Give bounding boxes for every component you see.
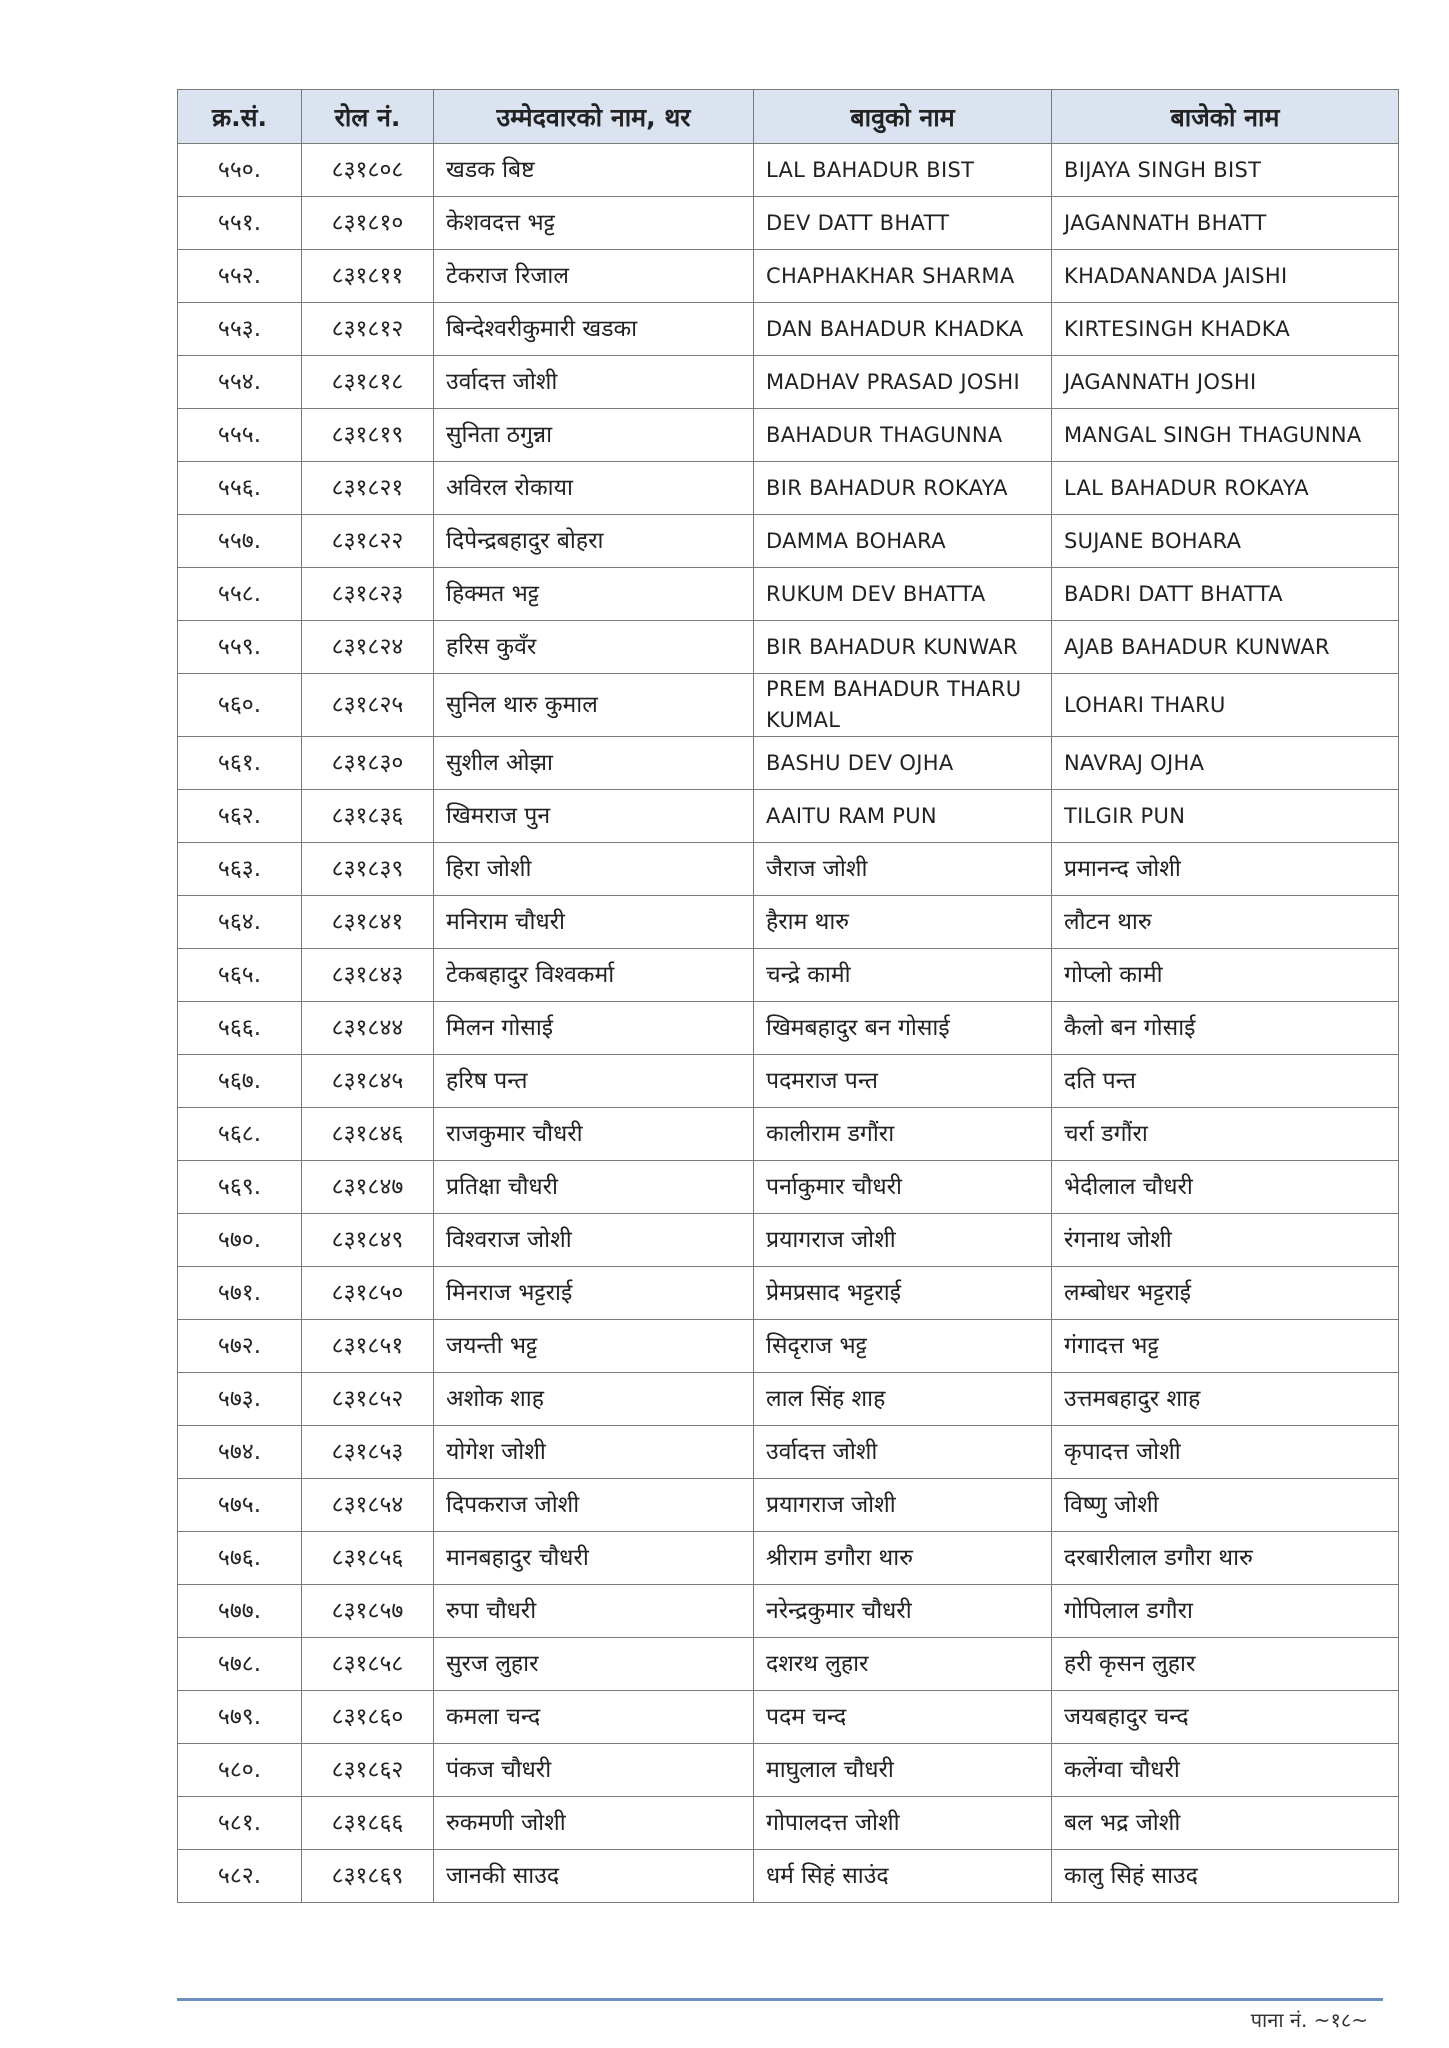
father-name-cell: CHAPHAKHAR SHARMA — [754, 250, 1052, 303]
table-row — [178, 303, 1399, 356]
serial-cell: ५८२. — [178, 1850, 302, 1903]
roll-number-cell: ८३१८६० — [302, 1691, 434, 1744]
serial-cell: ५८०. — [178, 1744, 302, 1797]
serial-cell: ५७४. — [178, 1426, 302, 1479]
serial-cell: ५५०. — [178, 144, 302, 197]
candidate-name-cell: सुरज लुहार — [434, 1638, 754, 1691]
table-row — [178, 1744, 1399, 1797]
candidate-name-cell: सुशील ओझा — [434, 737, 754, 790]
grandfather-name-cell: जयबहादुर चन्द — [1052, 1691, 1399, 1744]
grandfather-name-cell: विष्णु जोशी — [1052, 1479, 1399, 1532]
candidate-name-cell: दिपेन्द्रबहादुर बोहरा — [434, 515, 754, 568]
candidate-name-cell: रुपा चौधरी — [434, 1585, 754, 1638]
father-name-cell: DAN BAHADUR KHADKA — [754, 303, 1052, 356]
table-row — [178, 1638, 1399, 1691]
grandfather-name-cell: JAGANNATH BHATT — [1052, 197, 1399, 250]
candidate-name-cell: उर्वादत्त जोशी — [434, 356, 754, 409]
table-row — [178, 790, 1399, 843]
candidate-name-cell: हिक्मत भट्ट — [434, 568, 754, 621]
candidate-name-cell: योगेश जोशी — [434, 1426, 754, 1479]
table-row — [178, 1002, 1399, 1055]
table-row — [178, 356, 1399, 409]
roll-number-cell: ८३१८३६ — [302, 790, 434, 843]
roll-number-cell: ८३१८२१ — [302, 462, 434, 515]
serial-cell: ५५३. — [178, 303, 302, 356]
table-row — [178, 1479, 1399, 1532]
father-name-cell: चन्द्रे कामी — [754, 949, 1052, 1002]
roll-number-cell: ८३१८५६ — [302, 1532, 434, 1585]
header-father-name: बावुको नाम — [754, 90, 1052, 144]
grandfather-name-cell: भेदीलाल चौधरी — [1052, 1161, 1399, 1214]
roll-number-cell: ८३१८११ — [302, 250, 434, 303]
grandfather-name-cell: दरबारीलाल डगौरा थारु — [1052, 1532, 1399, 1585]
candidate-name-cell: दिपकराज जोशी — [434, 1479, 754, 1532]
serial-cell: ५८१. — [178, 1797, 302, 1850]
father-name-cell: खिमबहादुर बन गोसाई — [754, 1002, 1052, 1055]
father-name-cell: RUKUM DEV BHATTA — [754, 568, 1052, 621]
grandfather-name-cell: MANGAL SINGH THAGUNNA — [1052, 409, 1399, 462]
grandfather-name-cell: गोप्लो कामी — [1052, 949, 1399, 1002]
roll-number-cell: ८३१८४९ — [302, 1214, 434, 1267]
table-row — [178, 409, 1399, 462]
header-roll-number: रोल नं. — [302, 90, 434, 144]
father-name-cell: DAMMA BOHARA — [754, 515, 1052, 568]
table-row — [178, 1426, 1399, 1479]
candidate-name-cell: मनिराम चौधरी — [434, 896, 754, 949]
father-name-cell: श्रीराम डगौरा थारु — [754, 1532, 1052, 1585]
grandfather-name-cell: KHADANANDA JAISHI — [1052, 250, 1399, 303]
candidate-name-cell: जानकी साउद — [434, 1850, 754, 1903]
grandfather-name-cell: कैलो बन गोसाई — [1052, 1002, 1399, 1055]
candidate-name-cell: हरिष पन्त — [434, 1055, 754, 1108]
father-name-cell: धर्म सिहं साउंद — [754, 1850, 1052, 1903]
grandfather-name-cell: KIRTESINGH KHADKA — [1052, 303, 1399, 356]
candidate-name-cell: टेकबहादुर विश्वकर्मा — [434, 949, 754, 1002]
grandfather-name-cell: BADRI DATT BHATTA — [1052, 568, 1399, 621]
table-body — [178, 144, 1399, 1903]
father-name-cell: लाल सिंह शाह — [754, 1373, 1052, 1426]
serial-cell: ५६३. — [178, 843, 302, 896]
candidate-name-cell: मिलन गोसाई — [434, 1002, 754, 1055]
roll-number-cell: ८३१८१२ — [302, 303, 434, 356]
roll-number-cell: ८३१८४१ — [302, 896, 434, 949]
grandfather-name-cell: कालु सिहं साउद — [1052, 1850, 1399, 1903]
father-name-cell: AAITU RAM PUN — [754, 790, 1052, 843]
candidate-name-cell: बिन्देश्वरीकुमारी खडका — [434, 303, 754, 356]
table-row — [178, 515, 1399, 568]
grandfather-name-cell: SUJANE BOHARA — [1052, 515, 1399, 568]
candidate-name-cell: पंकज चौधरी — [434, 1744, 754, 1797]
roll-number-cell: ८३१८४३ — [302, 949, 434, 1002]
serial-cell: ५५६. — [178, 462, 302, 515]
table-row — [178, 896, 1399, 949]
grandfather-name-cell: LOHARI THARU — [1052, 674, 1399, 737]
table-row — [178, 1320, 1399, 1373]
candidate-name-cell: राजकुमार चौधरी — [434, 1108, 754, 1161]
serial-cell: ५६१. — [178, 737, 302, 790]
father-name-cell: कालीराम डगौंरा — [754, 1108, 1052, 1161]
father-name-cell: प्रयागराज जोशी — [754, 1214, 1052, 1267]
table-row — [178, 1055, 1399, 1108]
grandfather-name-cell: TILGIR PUN — [1052, 790, 1399, 843]
father-name-cell: PREM BAHADUR THARU KUMAL — [754, 674, 1052, 737]
roll-number-cell: ८३१८५७ — [302, 1585, 434, 1638]
candidate-name-cell: विश्वराज जोशी — [434, 1214, 754, 1267]
candidate-name-cell: रुकमणी जोशी — [434, 1797, 754, 1850]
father-name-cell: हैराम थारु — [754, 896, 1052, 949]
grandfather-name-cell: JAGANNATH JOSHI — [1052, 356, 1399, 409]
roll-number-cell: ८३१८१० — [302, 197, 434, 250]
grandfather-name-cell: LAL BAHADUR ROKAYA — [1052, 462, 1399, 515]
roll-number-cell: ८३१८५० — [302, 1267, 434, 1320]
grandfather-name-cell: प्रमानन्द जोशी — [1052, 843, 1399, 896]
table-row — [178, 1532, 1399, 1585]
table-row — [178, 568, 1399, 621]
candidate-name-cell: मानबहादुर चौधरी — [434, 1532, 754, 1585]
table-row — [178, 197, 1399, 250]
father-name-cell: BIR BAHADUR ROKAYA — [754, 462, 1052, 515]
roll-number-cell: ८३१८५८ — [302, 1638, 434, 1691]
candidate-name-cell: सुनिता ठगुन्ना — [434, 409, 754, 462]
serial-cell: ५७७. — [178, 1585, 302, 1638]
table-header-row — [178, 90, 1399, 144]
candidate-name-cell: टेकराज रिजाल — [434, 250, 754, 303]
father-name-cell: जैराज जोशी — [754, 843, 1052, 896]
serial-cell: ५६९. — [178, 1161, 302, 1214]
candidate-name-cell: कमला चन्द — [434, 1691, 754, 1744]
grandfather-name-cell: NAVRAJ OJHA — [1052, 737, 1399, 790]
serial-cell: ५६८. — [178, 1108, 302, 1161]
serial-cell: ५७१. — [178, 1267, 302, 1320]
grandfather-name-cell: गंगादत्त भट्ट — [1052, 1320, 1399, 1373]
father-name-cell: पर्नाकुमार चौधरी — [754, 1161, 1052, 1214]
roll-number-cell: ८३१८२३ — [302, 568, 434, 621]
grandfather-name-cell: रंगनाथ जोशी — [1052, 1214, 1399, 1267]
serial-cell: ५६६. — [178, 1002, 302, 1055]
roll-number-cell: ८३१८४६ — [302, 1108, 434, 1161]
father-name-cell: दशरथ लुहार — [754, 1638, 1052, 1691]
candidate-name-cell: हिरा जोशी — [434, 843, 754, 896]
father-name-cell: MADHAV PRASAD JOSHI — [754, 356, 1052, 409]
candidate-name-cell: प्रतिक्षा चौधरी — [434, 1161, 754, 1214]
serial-cell: ५७२. — [178, 1320, 302, 1373]
table-row — [178, 1214, 1399, 1267]
page-number: पाना नं. ~१८~ — [1250, 2008, 1368, 2032]
table-row — [178, 1161, 1399, 1214]
grandfather-name-cell: हरी कृसन लुहार — [1052, 1638, 1399, 1691]
roll-number-cell: ८३१८६९ — [302, 1850, 434, 1903]
table-row — [178, 949, 1399, 1002]
father-name-cell: नरेन्द्रकुमार चौधरी — [754, 1585, 1052, 1638]
header-serial: क्र.सं. — [178, 90, 302, 144]
father-name-cell: प्रेमप्रसाद भट्टराई — [754, 1267, 1052, 1320]
serial-cell: ५६५. — [178, 949, 302, 1002]
table-row — [178, 144, 1399, 197]
roll-number-cell: ८३१८४७ — [302, 1161, 434, 1214]
father-name-cell: LAL BAHADUR BIST — [754, 144, 1052, 197]
grandfather-name-cell: AJAB BAHADUR KUNWAR — [1052, 621, 1399, 674]
serial-cell: ५७५. — [178, 1479, 302, 1532]
table-row — [178, 737, 1399, 790]
serial-cell: ५६७. — [178, 1055, 302, 1108]
table-row — [178, 1373, 1399, 1426]
grandfather-name-cell: कलेंग्वा चौधरी — [1052, 1744, 1399, 1797]
table-row — [178, 674, 1399, 737]
roll-number-cell: ८३१८२४ — [302, 621, 434, 674]
roll-number-cell: ८३१८५४ — [302, 1479, 434, 1532]
table-row — [178, 621, 1399, 674]
table-row — [178, 843, 1399, 896]
roll-number-cell: ८३१८३० — [302, 737, 434, 790]
candidate-name-cell: खिमराज पुन — [434, 790, 754, 843]
roll-number-cell: ८३१८२५ — [302, 674, 434, 737]
father-name-cell: सिदृराज भट्ट — [754, 1320, 1052, 1373]
roll-number-cell: ८३१८६२ — [302, 1744, 434, 1797]
serial-cell: ५७८. — [178, 1638, 302, 1691]
table-row — [178, 1691, 1399, 1744]
father-name-cell: माघुलाल चौधरी — [754, 1744, 1052, 1797]
candidate-name-cell: हरिस कुवँर — [434, 621, 754, 674]
roll-number-cell: ८३१८५२ — [302, 1373, 434, 1426]
candidate-name-cell: केशवदत्त भट्ट — [434, 197, 754, 250]
father-name-cell: पदम चन्द — [754, 1691, 1052, 1744]
serial-cell: ५५८. — [178, 568, 302, 621]
serial-cell: ५५७. — [178, 515, 302, 568]
table-row — [178, 1850, 1399, 1903]
candidate-name-cell: खडक बिष्ट — [434, 144, 754, 197]
roll-number-cell: ८३१८५१ — [302, 1320, 434, 1373]
serial-cell: ५६२. — [178, 790, 302, 843]
candidate-name-cell: मिनराज भट्टराई — [434, 1267, 754, 1320]
father-name-cell: BAHADUR THAGUNNA — [754, 409, 1052, 462]
father-name-cell: पदमराज पन्त — [754, 1055, 1052, 1108]
grandfather-name-cell: लम्बोधर भट्टराई — [1052, 1267, 1399, 1320]
candidate-name-cell: सुनिल थारु कुमाल — [434, 674, 754, 737]
grandfather-name-cell: उत्तमबहादुर शाह — [1052, 1373, 1399, 1426]
serial-cell: ५५२. — [178, 250, 302, 303]
serial-cell: ५५९. — [178, 621, 302, 674]
serial-cell: ५७०. — [178, 1214, 302, 1267]
header-grandfather-name: बाजेको नाम — [1052, 90, 1399, 144]
serial-cell: ५६४. — [178, 896, 302, 949]
grandfather-name-cell: दति पन्त — [1052, 1055, 1399, 1108]
roll-number-cell: ८३१८१९ — [302, 409, 434, 462]
father-name-cell: उर्वादत्त जोशी — [754, 1426, 1052, 1479]
candidate-name-cell: अविरल रोकाया — [434, 462, 754, 515]
serial-cell: ५५१. — [178, 197, 302, 250]
roll-number-cell: ८३१८४४ — [302, 1002, 434, 1055]
roll-number-cell: ८३१८५३ — [302, 1426, 434, 1479]
serial-cell: ५७६. — [178, 1532, 302, 1585]
serial-cell: ५६०. — [178, 674, 302, 737]
father-name-cell: BASHU DEV OJHA — [754, 737, 1052, 790]
grandfather-name-cell: लौटन थारु — [1052, 896, 1399, 949]
table-row — [178, 1797, 1399, 1850]
table-row — [178, 250, 1399, 303]
candidate-name-cell: अशोक शाह — [434, 1373, 754, 1426]
father-name-cell: BIR BAHADUR KUNWAR — [754, 621, 1052, 674]
father-name-cell: DEV DATT BHATT — [754, 197, 1052, 250]
grandfather-name-cell: BIJAYA SINGH BIST — [1052, 144, 1399, 197]
candidate-name-cell: जयन्ती भट्ट — [434, 1320, 754, 1373]
roll-number-cell: ८३१८६६ — [302, 1797, 434, 1850]
grandfather-name-cell: बल भद्र जोशी — [1052, 1797, 1399, 1850]
grandfather-name-cell: चर्रा डगौंरा — [1052, 1108, 1399, 1161]
roll-number-cell: ८३१८०८ — [302, 144, 434, 197]
roll-number-cell: ८३१८३९ — [302, 843, 434, 896]
serial-cell: ५५५. — [178, 409, 302, 462]
serial-cell: ५७९. — [178, 1691, 302, 1744]
header-candidate-name: उम्मेदवारको नाम, थर — [434, 90, 754, 144]
serial-cell: ५७३. — [178, 1373, 302, 1426]
table-row — [178, 1267, 1399, 1320]
grandfather-name-cell: कृपादत्त जोशी — [1052, 1426, 1399, 1479]
grandfather-name-cell: गोपिलाल डगौरा — [1052, 1585, 1399, 1638]
serial-cell: ५५४. — [178, 356, 302, 409]
table-row — [178, 462, 1399, 515]
roll-number-cell: ८३१८२२ — [302, 515, 434, 568]
roll-number-cell: ८३१८१८ — [302, 356, 434, 409]
footer-divider — [177, 1998, 1383, 2001]
father-name-cell: गोपालदत्त जोशी — [754, 1797, 1052, 1850]
roll-number-cell: ८३१८४५ — [302, 1055, 434, 1108]
table-row — [178, 1108, 1399, 1161]
results-table — [177, 89, 1399, 1903]
table-row — [178, 1585, 1399, 1638]
father-name-cell: प्रयागराज जोशी — [754, 1479, 1052, 1532]
